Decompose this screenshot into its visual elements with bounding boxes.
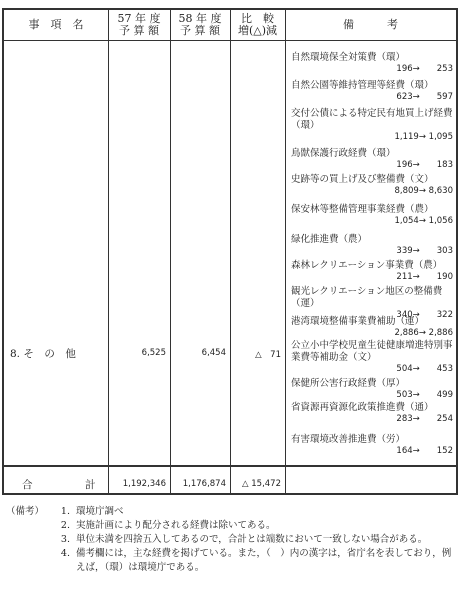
footnotes-heading: （備考） bbox=[6, 506, 45, 517]
note-item-values: 1,054→ 1,056 bbox=[394, 216, 453, 226]
note-item-name: 保健所公害行政経費（厚） bbox=[291, 378, 406, 389]
footnote-text: 環境庁調べ bbox=[76, 506, 124, 517]
row-other-diff: △ 71 bbox=[255, 350, 281, 360]
note-item-name: 交付公債による特定民有地買上げ経費（環） bbox=[291, 108, 453, 131]
note-item-name: 自然環境保全対策費（環） bbox=[291, 52, 406, 63]
note-item-values: 196→ 253 bbox=[396, 64, 453, 74]
header-notes: 備 考 bbox=[343, 18, 398, 31]
note-item-values: 623→ 597 bbox=[396, 92, 453, 102]
footnotes bbox=[6, 505, 456, 575]
note-item-name: 港湾環境整備事業費補助（運） bbox=[291, 316, 425, 327]
row-label-other: 8. そ の 他 bbox=[10, 348, 76, 360]
total-label: 合 計 bbox=[22, 479, 96, 491]
note-item-name: 省資源再資源化政策推進費（通） bbox=[291, 402, 434, 413]
footnote-text: 備考欄には，主な経費を掲げている。また，（ ）内の漢字は，省庁名を表しており，例えば，（環）は環境庁である。 bbox=[76, 548, 452, 573]
note-item-name: 鳥獣保護行政経費（環） bbox=[291, 148, 396, 159]
total-fy57: 1,192,346 bbox=[122, 479, 166, 489]
note-item-values: 211→ 190 bbox=[396, 272, 453, 282]
footnote-number: 2. bbox=[60, 520, 70, 531]
footnote-item bbox=[52, 533, 456, 547]
footnote-text: 単位未満を四捨五入してあるので，合計とは端数において一致しない場合がある。 bbox=[76, 534, 428, 545]
note-item bbox=[291, 174, 457, 197]
note-item-name: 緑化推進費（農） bbox=[291, 234, 368, 245]
note-item-values: 283→ 254 bbox=[396, 414, 453, 424]
header-divider bbox=[4, 40, 456, 41]
note-item bbox=[291, 402, 457, 425]
note-item-name: 観光レクリエーション地区の整備費（運） bbox=[291, 286, 443, 309]
footnote-item bbox=[52, 519, 456, 533]
column-divider bbox=[230, 10, 231, 493]
column-divider bbox=[285, 10, 286, 493]
note-item bbox=[291, 108, 457, 143]
note-item-name: 森林レクリエーション事業費（農） bbox=[291, 260, 443, 271]
note-item-values: 164→ 152 bbox=[396, 446, 453, 456]
note-item-values: 8,809→ 8,630 bbox=[394, 186, 453, 196]
footnote-item bbox=[52, 505, 456, 519]
row-other-fy58: 6,454 bbox=[201, 348, 226, 358]
note-item-name: 有害環境改善推進費（労） bbox=[291, 434, 406, 445]
note-item bbox=[291, 204, 457, 227]
footnote-number: 4. bbox=[60, 548, 70, 559]
note-item bbox=[291, 260, 457, 283]
note-item-values: 503→ 499 bbox=[396, 390, 453, 400]
footnote-number: 3. bbox=[60, 534, 70, 545]
note-item bbox=[291, 148, 457, 171]
note-item-values: 196→ 183 bbox=[396, 160, 453, 170]
note-item-name: 保安林等整備管理事業経費（農） bbox=[291, 204, 434, 215]
note-item bbox=[291, 80, 457, 103]
note-item bbox=[291, 340, 457, 375]
note-item-name: 史跡等の買上げ及び整備費（文） bbox=[291, 174, 434, 185]
footnote-item bbox=[52, 547, 456, 575]
footnote-text: 実施計画により配分される経費は除いてある。 bbox=[76, 520, 276, 531]
note-item bbox=[291, 434, 457, 457]
total-fy58: 1,176,874 bbox=[182, 479, 226, 489]
note-item-values: 340→ 322 bbox=[396, 310, 453, 320]
note-item bbox=[291, 378, 457, 401]
header-fy57: 57 年 度 予 算 額 bbox=[117, 12, 161, 37]
note-item-values: 2,886→ 2,886 bbox=[394, 328, 453, 338]
note-item-values: 339→ 303 bbox=[396, 246, 453, 256]
header-diff: 比 較 増(△)減 bbox=[237, 12, 278, 37]
footnote-number: 1. bbox=[60, 506, 70, 517]
note-item-name: 公立小中学校児童生徒健康増進特別事業費等補助金（文） bbox=[291, 340, 453, 363]
note-item bbox=[291, 234, 457, 257]
column-divider bbox=[108, 10, 109, 493]
row-other-fy57: 6,525 bbox=[141, 348, 166, 358]
note-item-values: 504→ 453 bbox=[396, 364, 453, 374]
note-item bbox=[291, 316, 457, 339]
footnote-list bbox=[52, 505, 456, 575]
note-item-values: 1,119→ 1,095 bbox=[394, 132, 453, 142]
total-diff: △ 15,472 bbox=[242, 479, 281, 489]
header-item: 事 項 名 bbox=[28, 18, 84, 31]
column-divider bbox=[170, 10, 171, 493]
budget-table bbox=[2, 8, 458, 495]
note-item-name: 自然公園等維持管理等経費（環） bbox=[291, 80, 434, 91]
header-fy58: 58 年 度 予 算 額 bbox=[178, 12, 222, 37]
total-divider bbox=[4, 465, 456, 467]
note-item bbox=[291, 52, 457, 75]
